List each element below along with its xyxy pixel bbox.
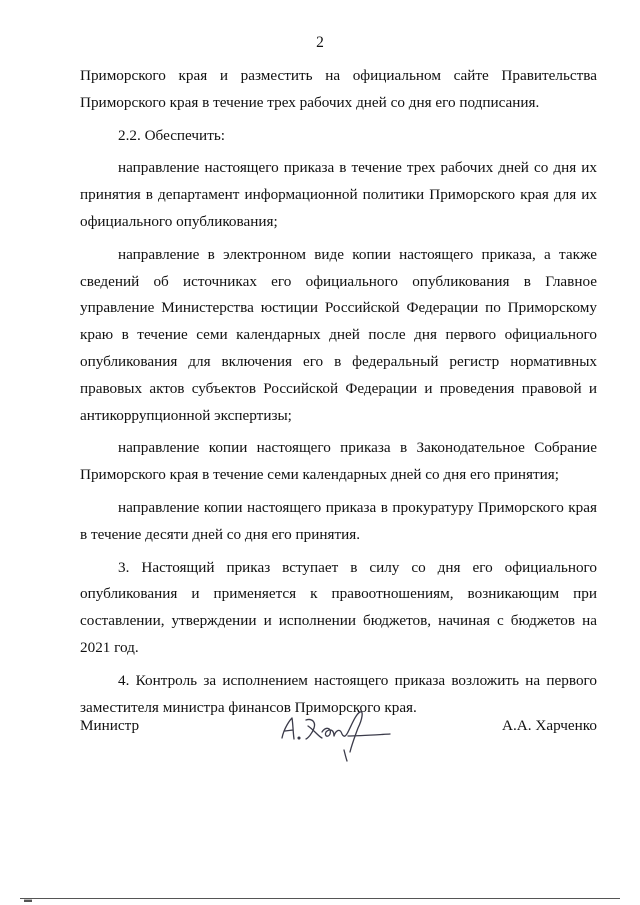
paragraph: Приморского края и разместить на официальном сайте Правительства Приморского края в течение трех рабочих дней со дня его подписания. <box>80 67 597 111</box>
signatory-name: А.А. Харченко <box>502 717 597 734</box>
paragraph: 4. Контроль за исполнением настоящего приказа возложить на первого заместителя министра финансов Приморского края. <box>80 671 597 716</box>
paragraph: направление в электронном виде копии настоящего приказа, а также сведений об источниках его официального опубликования в Главное управление Министерства юстиции Российской Федерации по Приморскому краю в течение семи календарных дней после дня первого официального опубликования для включения его в федеральный регистр нормативных правовых актов субъектов Российской Федерации и проведения правовой и антикоррупционной экспертизы; <box>80 245 597 424</box>
paragraph: 3. Настоящий приказ вступает в силу со дня его официального опубликования и применяется к правоотношениям, возникающим при составлении, утверждении и исполнении бюджетов, начиная с бюджетов на 2021 год. <box>80 558 597 656</box>
paragraph: 2.2. Обеспечить: <box>118 126 225 144</box>
document-body <box>80 63 597 727</box>
paragraph: направление копии настоящего приказа в прокуратуру Приморского края в течение десяти дней со дня его принятия. <box>80 498 597 543</box>
bottom-border-line <box>20 898 620 899</box>
signatory-title: Министр <box>80 717 140 734</box>
signature-block <box>80 706 597 766</box>
handwritten-signature <box>278 706 398 766</box>
scan-edge-mark: ▬ <box>24 895 32 904</box>
page-number: 2 <box>316 34 324 51</box>
paragraph: направление настоящего приказа в течение трех рабочих дней со дня их принятия в департамент информационной политики Приморского края для их официального опубликования; <box>80 159 597 230</box>
paragraph: направление копии настоящего приказа в Законодательное Собрание Приморского края в течение семи календарных дней со дня его принятия; <box>80 439 597 484</box>
